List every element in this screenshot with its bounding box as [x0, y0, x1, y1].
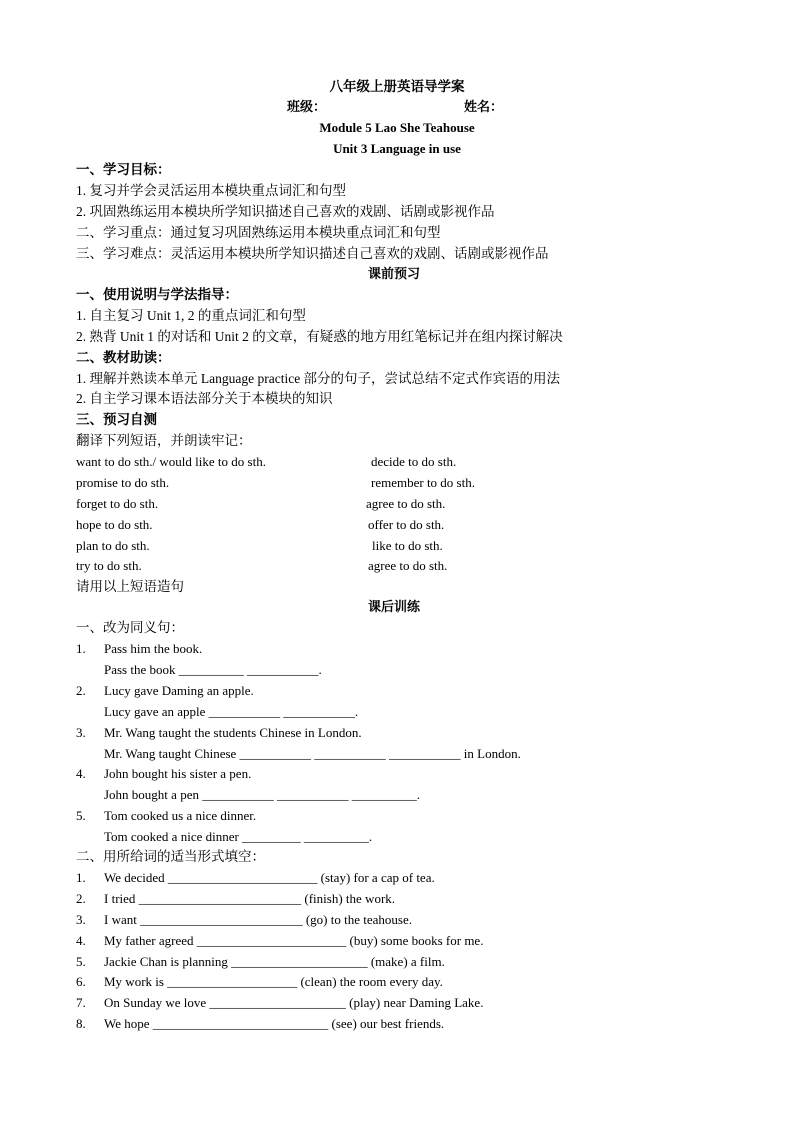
preview-section-title: 课前预习 [368, 266, 421, 281]
usage-item: 2. 熟背 Unit 1 的对话和 Unit 2 的文章，有疑惑的地方用红笔标记并在组内探讨解决 [76, 329, 563, 344]
phrase-left: want to do sth./ would like to do sth. [76, 454, 266, 469]
item-number: 2. [76, 683, 86, 698]
item-number: 7. [76, 995, 86, 1010]
fill-blank-item: We decided _______________________ (stay) for a cap of tea. [104, 870, 435, 885]
original-sentence: Lucy gave Daming an apple. [104, 683, 254, 698]
help-item: 1. 理解并熟读本单元 Language practice 部分的句子，尝试总结不定式作宾语的用法 [76, 371, 561, 386]
rewrite-sentence: Tom cooked a nice dinner _________ __________. [104, 829, 373, 844]
phrase-left: forget to do sth. [76, 496, 159, 511]
phrase-left: hope to do sth. [76, 517, 153, 532]
objectives-heading: 一、学习目标： [76, 162, 171, 177]
fill-blank-item: We hope ___________________________ (see) our best friends. [104, 1016, 445, 1031]
item-number: 5. [76, 808, 86, 823]
original-sentence: Pass him the book. [104, 641, 203, 656]
phrase-left: plan to do sth. [76, 538, 150, 553]
rewrite-sentence: Mr. Wang taught Chinese ___________ ___________ ___________ in London. [104, 746, 521, 761]
fill-blank-item: My work is ____________________ (clean) the room every day. [104, 974, 443, 989]
objective-item: 2. 巩固熟练运用本模块所学知识描述自己喜欢的戏剧、话剧或影视作品 [76, 204, 495, 219]
translate-instruction: 翻译下列短语，并朗读牢记： [76, 433, 252, 448]
help-heading: 二、教材助读： [76, 350, 171, 365]
item-number: 4. [76, 766, 86, 781]
original-sentence: John bought his sister a pen. [104, 766, 252, 781]
module-title: Module 5 Lao She Teahouse [319, 120, 475, 135]
key-points: 二、学习重点：通过复习巩固熟练运用本模块重点词汇和句型 [76, 225, 441, 240]
usage-heading: 一、使用说明与学法指导： [76, 287, 238, 302]
difficulties: 三、学习难点：灵活运用本模块所学知识描述自己喜欢的戏剧、话剧或影视作品 [76, 246, 549, 261]
item-number: 5. [76, 954, 86, 969]
practice-section-title: 课后训练 [368, 599, 421, 614]
help-item: 2. 自主学习课本语法部分关于本模块的知识 [76, 391, 333, 406]
phrase-left: try to do sth. [76, 558, 142, 573]
item-number: 1. [76, 641, 86, 656]
phrase-right: offer to do sth. [368, 517, 445, 532]
phrase-right: agree to do sth. [368, 558, 448, 573]
class-label: 班级： [287, 99, 327, 114]
phrase-right: decide to do sth. [371, 454, 457, 469]
fill-blank-item: On Sunday we love _____________________ (play) near Daming Lake. [104, 995, 484, 1010]
item-number: 2. [76, 891, 86, 906]
rewrite-sentence: Pass the book __________ ___________. [104, 662, 322, 677]
item-number: 3. [76, 725, 86, 740]
rewrite-sentence: Lucy gave an apple ___________ ___________. [104, 704, 359, 719]
fill-blank-item: My father agreed _______________________ (buy) some books for me. [104, 933, 484, 948]
usage-item: 1. 自主复习 Unit 1, 2 的重点词汇和句型 [76, 308, 306, 323]
self-test-heading: 三、预习自测 [76, 412, 157, 427]
original-sentence: Mr. Wang taught the students Chinese in London. [104, 725, 362, 740]
item-number: 1. [76, 870, 86, 885]
phrase-right: remember to do sth. [371, 475, 475, 490]
name-label: 姓名： [464, 99, 504, 114]
make-sentences-instruction: 请用以上短语造句 [76, 579, 184, 594]
item-number: 6. [76, 974, 86, 989]
page-title: 八年级上册英语导学案 [329, 79, 465, 94]
objective-item: 1. 复习并学会灵活运用本模块重点词汇和句型 [76, 183, 346, 198]
item-number: 8. [76, 1016, 86, 1031]
phrase-left: promise to do sth. [76, 475, 170, 490]
original-sentence: Tom cooked us a nice dinner. [104, 808, 257, 823]
part2-heading: 二、用所给词的适当形式填空： [76, 849, 265, 864]
part1-heading: 一、改为同义句： [76, 620, 184, 635]
phrase-right: like to do sth. [372, 538, 443, 553]
rewrite-sentence: John bought a pen ___________ ___________ __________. [104, 787, 420, 802]
fill-blank-item: I tried _________________________ (finish) the work. [104, 891, 396, 906]
item-number: 4. [76, 933, 86, 948]
fill-blank-item: Jackie Chan is planning _____________________ (make) a film. [104, 954, 445, 969]
fill-blank-item: I want _________________________ (go) to the teahouse. [104, 912, 412, 927]
phrase-right: agree to do sth. [366, 496, 446, 511]
item-number: 3. [76, 912, 86, 927]
unit-title: Unit 3 Language in use [333, 141, 461, 156]
